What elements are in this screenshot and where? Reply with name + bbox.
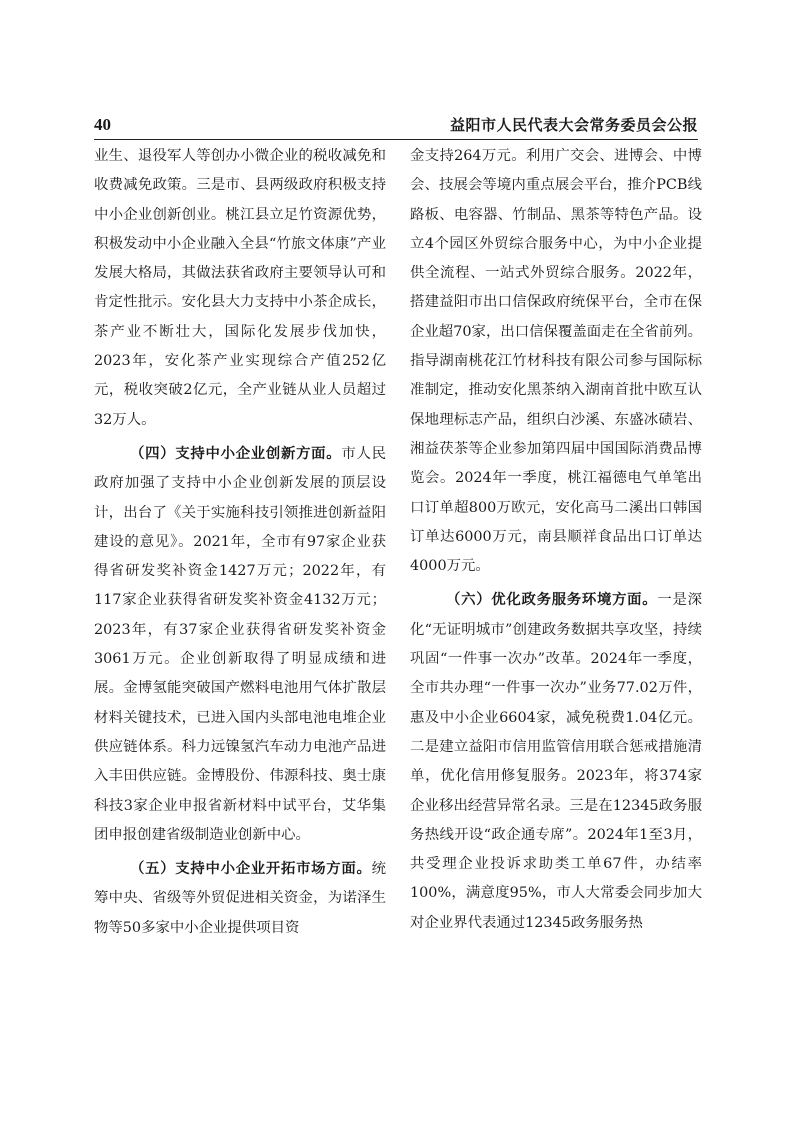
page-number: 40 (94, 115, 111, 134)
section-heading: （六）优化政务服务环境方面。 (446, 591, 658, 609)
section-heading: （四）支持中小企业创新方面。 (130, 444, 342, 462)
paragraph (410, 585, 702, 938)
page-header (94, 115, 698, 139)
journal-title: 益阳市人民代表大会常务委员会公报 (449, 116, 698, 134)
paragraph-body: 一是深化“无证明城市”创建政务数据共享攻坚，持续巩固“一件事一次办”改革。2024年一季度，全市共办理“一件事一次办”业务77.02万件，惠及中小企业6604家，减免税费1.04亿元。二是建立益阳市信用监管信用联合惩戒措施清单，优化信用修复服务。2023年，将374家企业移出经营异常名录。三是在12345政务服务热线开设“政企通专席”。2024年1至3月，共受理企业投诉求助类工单67件，办结率100%，满意度95%，市人大常委会同步加大对企业界代表通过12345政务服务热 (410, 592, 702, 931)
paragraph: 金支持264万元。利用广交会、进博会、中博会、技展会等境内重点展会平台，推介PCB线路板、电容器、竹制品、黑茶等特色产品。设立4个园区外贸综合服务中心，为中小企业提供全流程、一站式外贸综合服务。2022年，搭建益阳市出口信保政府统保平台，全市在保企业超70家，出口信保覆盖面走在全省前列。指导湖南桃花江竹材科技有限公司参与国际标准制定，推动安化黑茶纳入湖南首批中欧互认保地理标志产品，组织白沙溪、东盛冰碛岩、湘益茯茶等企业参加第四届中国国际消费品博览会。2024年一季度，桃江福德电气单笔出口订单超800万欧元，安化高马二溪出口韩国订单达6000万元，南县顺祥食品出口订单达4000万元。 (410, 148, 702, 575)
paragraph: 业生、退役军人等创办小微企业的税收减免和收费减免政策。三是市、县两级政府积极支持中小企业创新创业。桃江县立足竹资源优势，积极发动中小企业融入全县“竹旅文体康”产业发展大格局，其做法获省政府主要领导认可和肯定性批示。安化县大力支持中小茶企成长，茶产业不断壮大，国际化发展步伐加快，2023年，安化茶产业实现综合产值252亿元，税收突破2亿元，全产业链从业人员超过32万人。 (94, 148, 386, 428)
section-heading: （五）支持中小企业开拓市场方面。 (130, 860, 372, 878)
header-rule (94, 139, 698, 140)
paragraph-body: 市人民政府加强了支持中小企业创新发展的顶层设计，出台了《关于实施科技引领推进创新益阳建设的意见》。2021年，全市有97家企业获得省研发奖补资金1427万元；2022年，有117家企业获得省研发奖补资金4132万元；2023年，有37家企业获得省研发奖补资金3061万元。企业创新取得了明显成绩和进展。金博氢能突破国产燃料电池用气体扩散层材料关键技术，已进入国内头部电池电堆企业供应链体系。科力远镍氢汽车动力电池产品进入丰田供应链。金博股份、伟源科技、奥士康科技3家企业申报省新材料中试平台，艾华集团申报创建省级制造业创新中心。 (94, 445, 386, 843)
paragraph-body: 统筹中央、省级等外贸促进相关资金，为诺泽生物等50多家中小企业提供项目资 (94, 861, 386, 936)
paragraph (94, 439, 386, 850)
paragraph (94, 854, 386, 943)
right-column (410, 142, 702, 1082)
left-column (94, 142, 386, 1082)
